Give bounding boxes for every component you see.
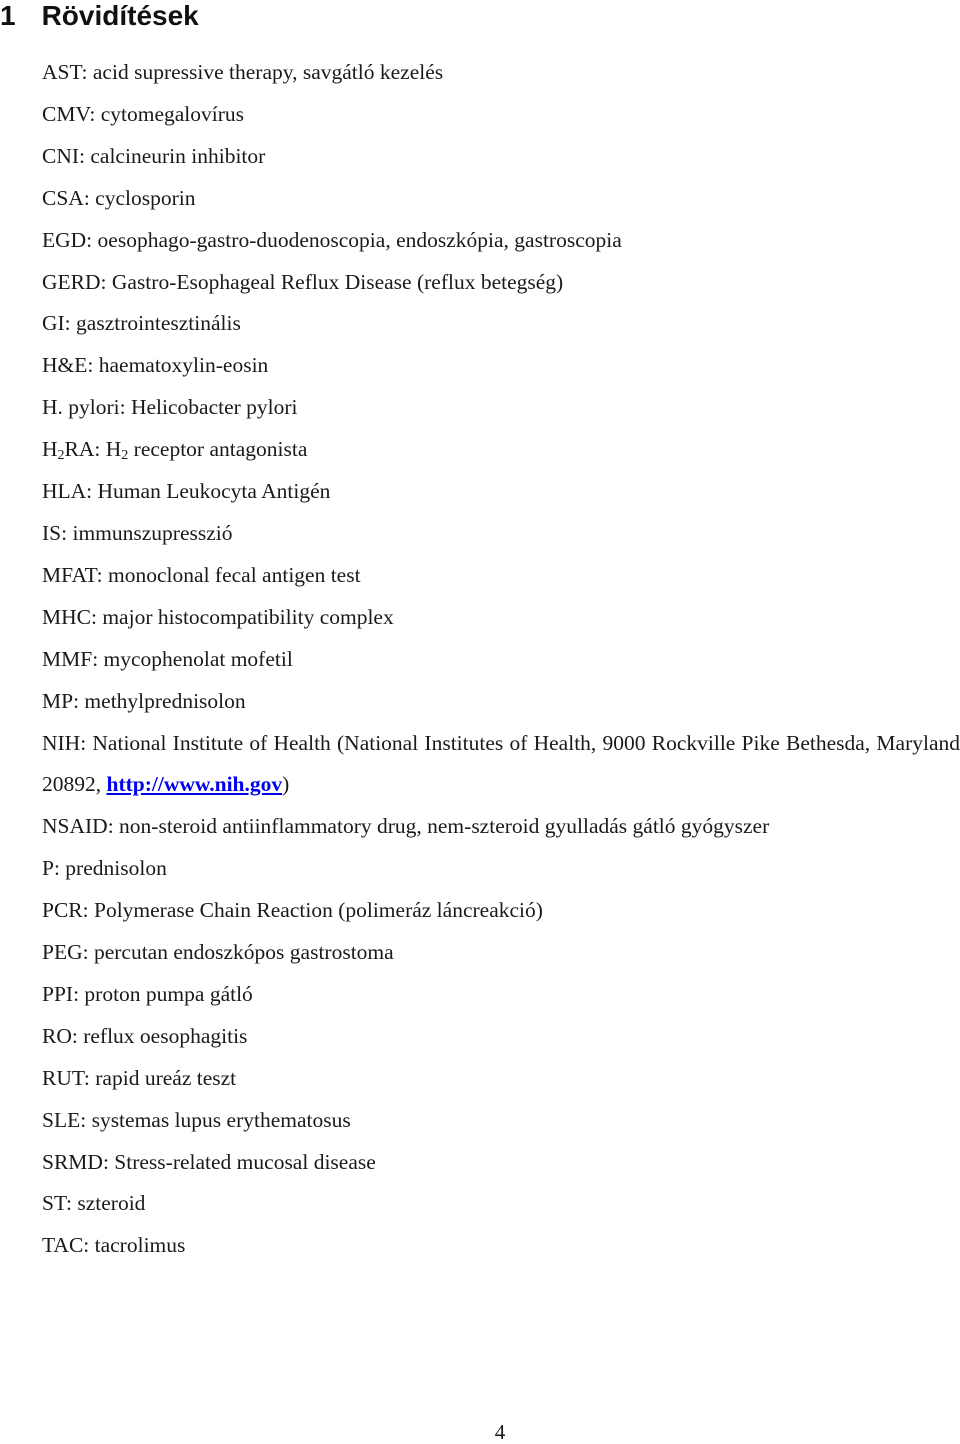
abbreviation-item: IS: immunszupresszió	[42, 520, 233, 545]
abbreviation-item: PEG: percutan endoszkópos gastrostoma	[42, 940, 394, 965]
abbreviation-item: CMV: cytomegalovírus	[42, 101, 245, 126]
abbreviation-item: SLE: systemas lupus erythematosus	[42, 1107, 351, 1132]
abbreviation-item: MFAT: monoclonal fecal antigen test	[42, 562, 361, 587]
abbreviation-item: EGD: oesophago-gastro-duodenoscopia, endoszkópia, gastroscopia	[42, 227, 622, 252]
abbreviation-item: MP: methylprednisolon	[42, 688, 246, 713]
abbreviation-item: PCR: Polymerase Chain Reaction (polimeráz láncreakció)	[42, 898, 543, 923]
abbreviation-item: H. pylori: Helicobacter pylori	[42, 395, 298, 420]
abbreviation-item: H&E: haematoxylin-eosin	[42, 353, 269, 378]
abbreviation-item: GERD: Gastro-Esophageal Reflux Disease (reflux betegség)	[42, 269, 564, 294]
section-heading	[0, 0, 199, 36]
abbreviation-item: SRMD: Stress-related mucosal disease	[42, 1149, 376, 1174]
abbreviation-item: TAC: tacrolimus	[42, 1233, 186, 1258]
abbreviation-item: RO: reflux oesophagitis	[42, 1023, 248, 1048]
abbreviation-item: MHC: major histocompatibility complex	[42, 604, 394, 629]
abbreviation-item-nih: NIH: National Institute of Health (National Institutes of Health, 9000 Rockville Pike Bethesda, Maryland 20892, http://www.nih.gov)	[42, 730, 960, 797]
abbreviation-item: RUT: rapid ureáz teszt	[42, 1065, 237, 1090]
nih-website-link[interactable]: http://www.nih.gov	[106, 772, 283, 797]
abbreviation-item: CSA: cyclosporin	[42, 185, 196, 210]
section-title: Rövidítések	[41, 0, 199, 31]
page-number: 4	[494, 1420, 506, 1444]
abbreviation-item: GI: gasztrointesztinális	[42, 311, 241, 336]
abbreviation-item: PPI: proton pumpa gátló	[42, 981, 253, 1006]
abbreviation-item: P: prednisolon	[42, 856, 167, 881]
abbreviation-list	[42, 52, 960, 1267]
abbreviation-item: MMF: mycophenolat mofetil	[42, 646, 293, 671]
abbreviation-item-h2ra: $H_2RA$: $H_2$ receptor antagonista	[42, 437, 308, 464]
abbreviation-item: HLA: Human Leukocyta Antigén	[42, 479, 331, 504]
abbreviation-item: AST: acid supressive therapy, savgátló kezelés	[42, 60, 444, 84]
abbreviation-item: ST: szteroid	[42, 1191, 146, 1216]
abbreviation-item: CNI: calcineurin inhibitor	[42, 143, 266, 168]
section-number: 1	[0, 0, 16, 31]
abbreviation-item: NSAID: non-steroid antiinflammatory drug, nem-szteroid gyulladás gátló gyógyszer	[42, 814, 770, 839]
